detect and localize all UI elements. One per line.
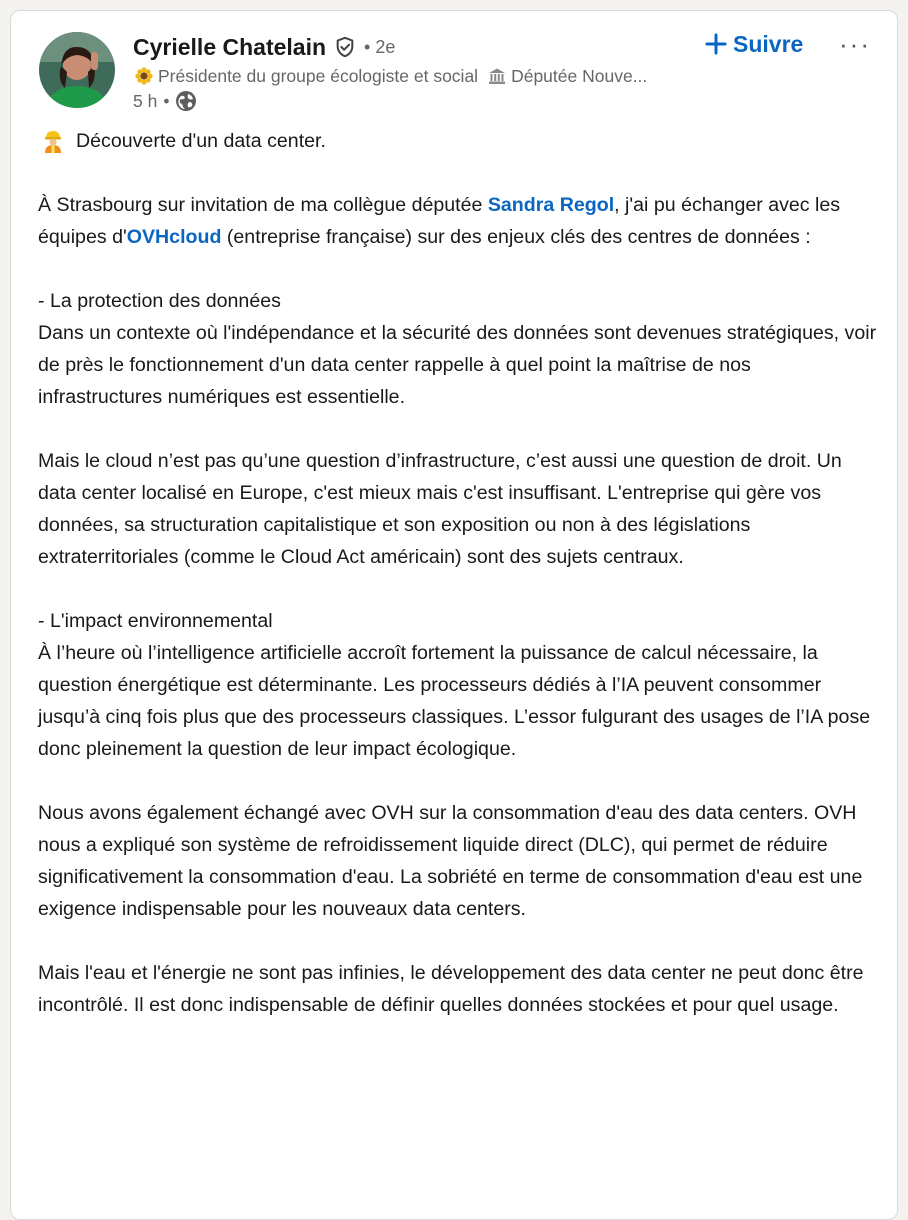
construction-worker-icon xyxy=(42,129,64,153)
post-time[interactable]: 5 h xyxy=(133,90,158,111)
post-title-line xyxy=(38,125,878,157)
section2-heading: - L'impact environnemental xyxy=(38,610,273,632)
shield-check-icon xyxy=(334,36,356,58)
follow-label: Suivre xyxy=(733,30,804,57)
globe-icon xyxy=(175,90,197,112)
post-card xyxy=(10,10,898,1220)
author-name[interactable]: Cyrielle Chatelain xyxy=(133,33,327,60)
author-headline xyxy=(135,63,695,89)
section1-text: Dans un contexte où l'indépendance et la sécurité des données sont devenues stratégiques, voir de près le fonctionnement d'un data center rappelle à quel point la maîtrise de nos infrastructures numériques est essentielle. xyxy=(38,322,877,408)
ellipsis-icon: ··· xyxy=(839,28,871,59)
follow-button[interactable] xyxy=(705,27,803,61)
paragraph-cloud-law: Mais le cloud n’est pas qu’une question d’infrastructure, c’est aussi une question de droit. Un data center localisé en Europe, c'est mieux mais c'est insuffisant. L'entreprise qui gère vos données, sa structuration capitalistique et son exposition ou non à des législations extraterritoriales (comme le Cloud Act américain) sont des sujets centraux. xyxy=(38,450,842,568)
headline-part2: Députée Nouve... xyxy=(511,65,648,86)
sunflower-icon xyxy=(135,67,153,85)
mention-sandra-regol[interactable]: Sandra Regol xyxy=(487,194,615,216)
headline-part1: Présidente du groupe écologiste et social xyxy=(158,65,479,86)
post-meta xyxy=(133,89,197,113)
plus-icon xyxy=(705,33,727,55)
classical-building-icon xyxy=(488,67,506,85)
author-row xyxy=(133,31,395,63)
intro-paragraph: À Strasbourg sur invitation de ma collègue députée Sandra Regol, j'ai pu échanger avec les équipes d'OVHcloud (entreprise française) sur des enjeux clés des centres de données : xyxy=(38,194,841,248)
connection-degree: • 2e xyxy=(364,36,396,57)
section2-text: À l’heure où l’intelligence artificielle accroît fortement la puissance de calcul nécessaire, la question énergétique est déterminante. Les processeurs dédiés à l’IA peuvent consommer jusqu’à cinq fois plus que des processeurs classiques. L’essor fulgurant des usages de l’IA pose donc pleinement la question de leur impact écologique. xyxy=(38,642,871,760)
post-title: Découverte d'un data center. xyxy=(76,130,326,152)
mention-ovhcloud[interactable]: OVHcloud xyxy=(126,226,222,248)
paragraph-conclusion: Mais l'eau et l'énergie ne sont pas infinies, le développement des data center ne peut donc être incontrôlé. Il est donc indispensable de définir quelles données stockées et pour quel usage. xyxy=(38,962,864,1016)
meta-separator: • xyxy=(163,90,170,111)
post-body xyxy=(38,125,878,1021)
section1-heading: - La protection des données xyxy=(38,290,281,312)
paragraph-water: Nous avons également échangé avec OVH sur la consommation d'eau des data centers. OVH nous a expliqué son système de refroidissement liquide direct (DLC), qui permet de réduire significativement la consommation d'eau. La sobriété en terme de consommation d'eau est une exigence indispensable pour les nouveaux data centers. xyxy=(38,802,863,920)
avatar[interactable] xyxy=(39,32,115,108)
more-options-button[interactable] xyxy=(833,29,877,59)
